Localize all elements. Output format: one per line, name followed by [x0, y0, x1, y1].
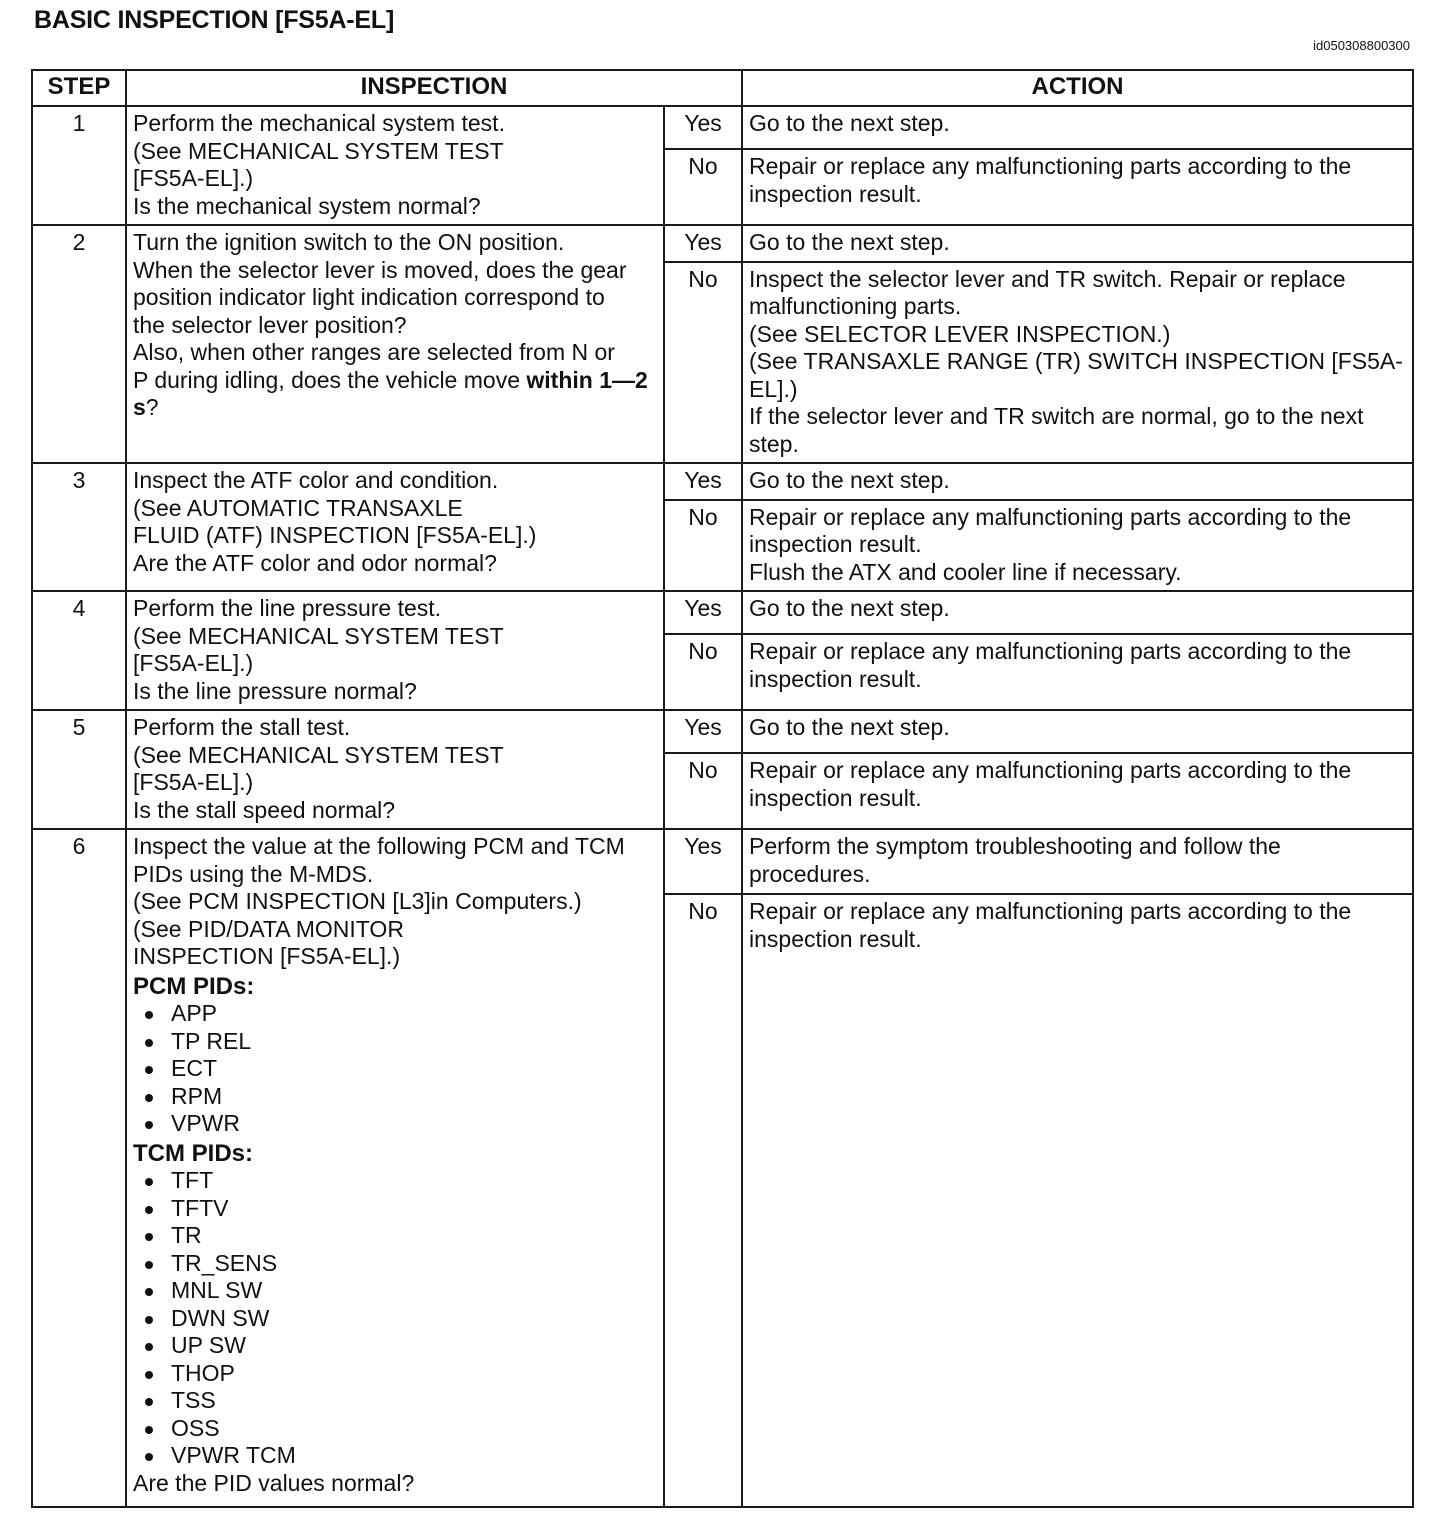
step-number: 4: [32, 591, 126, 710]
table-row: [32, 829, 1413, 894]
inspection-line: When the selector lever is moved, does the gear: [133, 256, 627, 283]
no-action: [742, 262, 1413, 464]
action-line: (See SELECTOR LEVER INSPECTION.): [749, 320, 1171, 347]
no-action: Repair or replace any malfunctioning parts according to the inspection result.: [742, 753, 1413, 829]
yes-action: Go to the next step.: [742, 710, 1413, 753]
inspection-line: (See MECHANICAL SYSTEM TEST: [133, 622, 504, 649]
inspection-line: [FS5A-EL].): [133, 165, 254, 191]
table-row: [32, 591, 1413, 634]
action-line: (See TRANSAXLE RANGE (TR) SWITCH INSPECTION [FS5A-EL].): [749, 348, 1403, 402]
step-number: 2: [32, 225, 126, 463]
no-label: No: [664, 262, 742, 464]
no-label: No: [664, 753, 742, 829]
list-item: TFT: [141, 1167, 657, 1195]
tcm-pid-list: [133, 1167, 657, 1470]
list-item: RPM: [141, 1083, 657, 1111]
yes-label: Yes: [664, 829, 742, 894]
list-item: TSS: [141, 1387, 657, 1415]
no-label: No: [664, 894, 742, 1507]
action-line: Inspect the selector lever and TR switch. Repair or replace malfunctioning parts.: [749, 265, 1346, 319]
no-label: No: [664, 634, 742, 710]
list-item: APP: [141, 1000, 657, 1028]
list-item: UP SW: [141, 1332, 657, 1360]
inspection-line: Inspect the ATF color and condition.: [133, 467, 499, 493]
list-item: OSS: [141, 1415, 657, 1443]
no-action: Repair or replace any malfunctioning parts according to the inspection result.: [742, 894, 1413, 1507]
inspection-line: Turn the ignition switch to the ON position.: [133, 229, 565, 255]
list-item: TP REL: [141, 1028, 657, 1056]
inspection-line: Perform the stall test.: [133, 714, 351, 740]
inspection-line: Inspect the value at the following PCM and TCM: [133, 833, 625, 859]
inspection-line: Is the line pressure normal?: [133, 677, 417, 704]
no-label: No: [664, 500, 742, 592]
inspection-line: Is the stall speed normal?: [133, 796, 396, 823]
yes-label: Yes: [664, 463, 742, 500]
inspection-emphasis: within 1—2 s: [133, 366, 648, 420]
no-label: No: [664, 149, 742, 225]
inspection-line: the selector lever position?: [133, 311, 407, 338]
yes-action: Go to the next step.: [742, 591, 1413, 634]
step-number: 5: [32, 710, 126, 829]
tcm-pids-heading: TCM PIDs:: [133, 1139, 253, 1167]
yes-label: Yes: [664, 591, 742, 634]
inspection-question: Are the PID values normal?: [133, 1469, 415, 1496]
inspection-line: Is the mechanical system normal?: [133, 192, 481, 219]
yes-label: Yes: [664, 710, 742, 753]
inspection-column-header: INSPECTION: [126, 70, 742, 106]
yes-label: Yes: [664, 106, 742, 149]
inspection-line: INSPECTION [FS5A-EL].): [133, 943, 401, 969]
step-number: 6: [32, 829, 126, 1507]
list-item: VPWR: [141, 1110, 657, 1138]
inspection-line: (See PCM INSPECTION [L3]in Computers.): [133, 888, 582, 914]
inspection-cell: [126, 710, 664, 829]
inspection-line: Perform the line pressure test.: [133, 595, 442, 621]
inspection-line: Also, when other ranges are selected from N or: [133, 339, 615, 365]
pcm-pids-heading: PCM PIDs:: [133, 972, 255, 1000]
action-line: If the selector lever and TR switch are normal, go to the next step.: [749, 403, 1364, 457]
step-column-header: STEP: [32, 70, 126, 106]
step-number: 1: [32, 106, 126, 225]
pcm-pid-list: [133, 1000, 657, 1138]
inspection-line: (See AUTOMATIC TRANSAXLE: [133, 494, 463, 521]
no-action: [742, 500, 1413, 592]
table-row: [32, 225, 1413, 262]
inspection-line: [FS5A-EL].): [133, 769, 254, 795]
inspection-text: P during idling, does the vehicle move: [133, 366, 527, 393]
inspection-line: [133, 367, 657, 422]
document-id: id050308800300: [1313, 38, 1410, 53]
inspection-cell: [126, 225, 664, 463]
table-row: [32, 463, 1413, 500]
inspection-line: position indicator light indication correspond to: [133, 284, 605, 310]
yes-action: Go to the next step.: [742, 225, 1413, 262]
page-title: BASIC INSPECTION [FS5A-EL]: [34, 6, 395, 34]
yes-action: Go to the next step.: [742, 106, 1413, 149]
list-item: ECT: [141, 1055, 657, 1083]
inspection-line: (See MECHANICAL SYSTEM TEST: [133, 741, 504, 768]
table-row: [32, 710, 1413, 753]
inspection-line: FLUID (ATF) INSPECTION [FS5A-EL].): [133, 522, 537, 548]
inspection-line: Perform the mechanical system test.: [133, 110, 505, 136]
inspection-cell: [126, 106, 664, 225]
inspection-text: ?: [145, 394, 159, 420]
no-action: Repair or replace any malfunctioning parts according to the inspection result.: [742, 149, 1413, 225]
inspection-line: (See MECHANICAL SYSTEM TEST: [133, 137, 504, 164]
table-header-row: [32, 70, 1413, 106]
table-row: [32, 106, 1413, 149]
list-item: TFTV: [141, 1195, 657, 1223]
step-number: 3: [32, 463, 126, 591]
yes-label: Yes: [664, 225, 742, 262]
inspection-cell: [126, 829, 664, 1507]
inspection-line: Are the ATF color and odor normal?: [133, 549, 497, 576]
action-column-header: ACTION: [742, 70, 1413, 106]
yes-action: Go to the next step.: [742, 463, 1413, 500]
action-line: Repair or replace any malfunctioning parts according to the inspection result.: [749, 503, 1352, 557]
list-item: MNL SW: [141, 1277, 657, 1305]
list-item: THOP: [141, 1360, 657, 1388]
no-action: Repair or replace any malfunctioning parts according to the inspection result.: [742, 634, 1413, 710]
list-item: TR: [141, 1222, 657, 1250]
inspection-line: [FS5A-EL].): [133, 650, 254, 676]
list-item: DWN SW: [141, 1305, 657, 1333]
list-item: TR_SENS: [141, 1250, 657, 1278]
inspection-cell: [126, 463, 664, 591]
action-line: Flush the ATX and cooler line if necessary.: [749, 558, 1182, 585]
basic-inspection-table: [31, 69, 1414, 1508]
inspection-line: PIDs using the M-MDS.: [133, 860, 374, 887]
inspection-line: (See PID/DATA MONITOR: [133, 915, 404, 942]
list-item: VPWR TCM: [141, 1442, 657, 1470]
inspection-cell: [126, 591, 664, 710]
yes-action: Perform the symptom troubleshooting and follow the procedures.: [742, 829, 1413, 894]
